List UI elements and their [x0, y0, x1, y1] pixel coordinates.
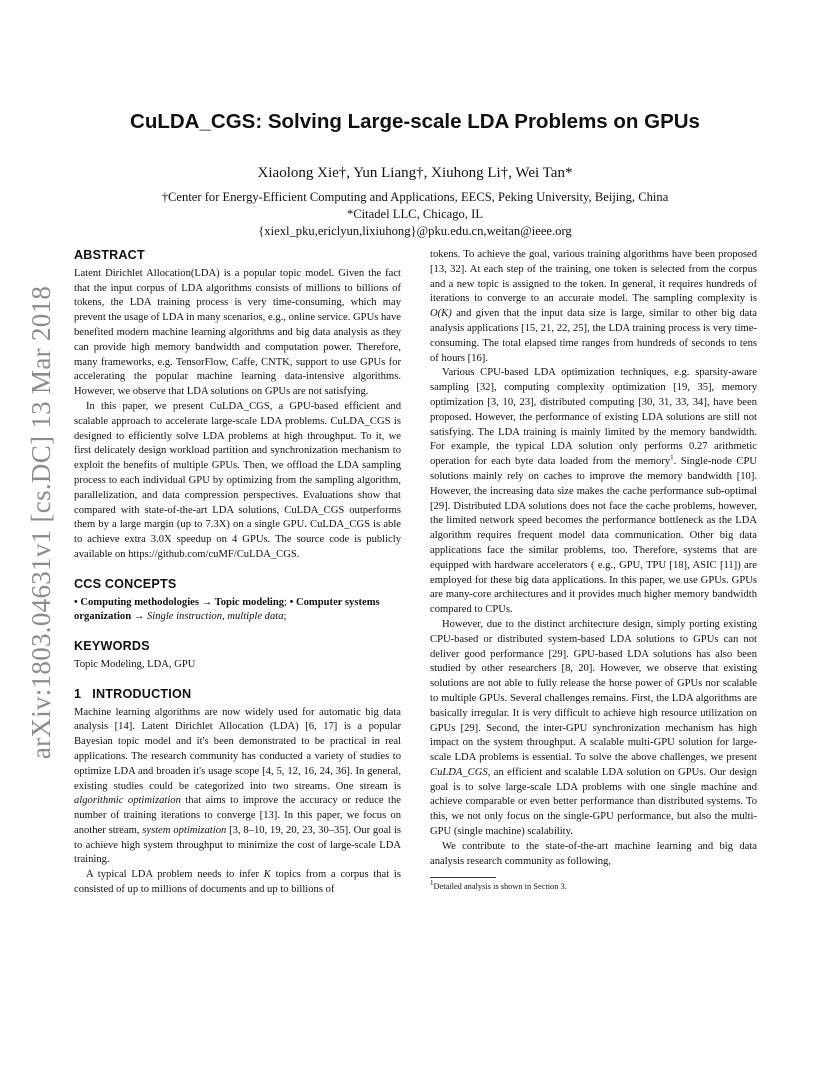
ccs-separator: ; — [284, 596, 290, 608]
intro-paragraph-1: Machine learning algorithms are now widely used for automatic big data analysis [14]. Latent Dirichlet Allocation (LDA) [6, 17] is a popular Bayesian topic model and it's been demonstrated to be practical in real applications. The research community has conducted a variety of studies to optimize LDA and broaden it's usage scope [4, 5, 12, 16, 24, 36]. In general, existing studies could be categorized into two streams. One stream is algorithmic optimization that aims to improve the accuracy or reduce the number of training iterations to converge [13]. In this paper, we focus on another stream, system optimization [3, 8–10, 19, 20, 23, 30–35]. Our goal is to achieve high system throughput to minimize the cost of large-scale LDA training. — [74, 706, 402, 866]
ccs-end: ; — [283, 611, 287, 623]
intro-paragraph-4: However, due to the distinct architecture design, simply porting existing CPU-based or distributed system-based LDA solutions to GPUs can not deliver good performance [29]. GPU-based LDA solutions has also been studied by other researchers [8, 20]. However, we observe that existing solutions are not able to fully release the horse power of GPUs nor scalable to multiple GPUs. Several challenges remains. First, the LDA algorithms are basically irregular. It is very difficult to achieve high resource utilization on GPUs [29]. Second, the inter-GPU synchronization mechanism has high impact on the system throughput. A scalable multi-GPU solution for large-scale LDA problems is essential. To solve the above challenges, we present CuLDA_CGS, an efficient and scalable LDA solution on GPUs. Our design goal is to solve large-scale LDA problems with one single machine and achieve comparable or even better performance than distributed systems. To this, we not only focus on the single-GPU performance, but also the multi-GPU (single machine) scalability. — [430, 618, 757, 838]
affiliation-citadel: *Citadel LLC, Chicago, IL — [346, 207, 484, 221]
ccs-arrow: → — [131, 611, 147, 623]
intro-paragraph-5: We contribute to the state-of-the-art machine learning and big data analysis research community as following, — [430, 840, 757, 867]
introduction-heading: 1 INTRODUCTION — [74, 686, 192, 701]
right-column — [430, 248, 757, 892]
author-emails: {xiexl_pku,ericlyun,lixiuhong}@pku.edu.cn,weitan@ieee.org — [258, 224, 572, 238]
abstract-paragraph-2: In this paper, we present CuLDA_CGS, a GPU-based efficient and scalable approach to accelerate large-scale LDA problems. CuLDA_CGS is designed to efficiently solve LDA problems at high throughput. To it, we first delicately design workload partition and synchronization mechanism to exploit the benefits of multiple GPUs. Then, we offload the LDA sampling process to each individual GPU by optimizing from the sampling algorithm, parallelization, and data compression perspectives. Evaluations show that compared with state-of-the-art LDA solutions, CuLDA_CGS outperforms them by a large margin (up to 7.3X) on a single GPU. CuLDA_CGS is able to achieve extra 3.0X speedup on 4 GPUs. The source code is publicly available on https://github.com/cuMF/CuLDA_CGS. — [74, 400, 401, 560]
arxiv-stamp — [22, 285, 62, 760]
intro-paragraph-2-cont: tokens. To achieve the goal, various training algorithms have been proposed [13, 32]. At each step of the training, one token is selected from the corpus and a new topic is assigned to the token. In general, it requires hundreds of iterations to converge to an accurate model. The sampling complexity is O(K) and given that the input data size is large, similar to other big data analysis applications [15, 21, 22, 25], the LDA training process is very time-consuming. The total elapsed time ranges from hundreds of seconds to tens of hours [16]. — [430, 249, 757, 364]
ccs-concept-1: • Computing methodologies → Topic modeling — [74, 596, 285, 608]
ccs-concepts — [74, 596, 401, 626]
keywords-heading: KEYWORDS — [74, 639, 150, 654]
footnote-ref: 1 — [670, 453, 674, 462]
abstract-paragraph-1: Latent Dirichlet Allocation(LDA) is a popular topic model. Given the fact that the input corpus of LDA algorithms consists of millions to billions of tokens, the LDA training process is very time-consuming, which may prevent the usage of LDA in many scenarios, e.g., online service. GPUs have benefited modern machine learning algorithms and big data analysis as they can provide high memory bandwidth and computation power. Therefore, many frameworks, e.g. TensorFlow, Caffe, CNTK, support to use GPUs for accelerating the popular machine learning data-intensive algorithms. However, we observe that LDA solutions on GPUs are not satisfying. — [74, 267, 401, 398]
ccs-concept-2: • Computer systems organization — [74, 596, 380, 623]
left-column — [74, 248, 401, 898]
intro-paragraph-3: Various CPU-based LDA optimization techniques, e.g. sparsity-aware sampling [32], computing complexity optimization [19, 35], memory optimization [3, 10, 23], distributed computing [30, 31, 33, 34], have been proposed. However, the performance of existing LDA solutions are still not satisfying. The LDA training is mainly limited by the memory bandwidth. For example, the typical LDA solution only performs 0.27 arithmetic operation for each byte data loaded from the memory$^1$. Single-node CPU solutions mainly rely on caches to improve the memory bandwidth [10]. However, the increasing data size makes the cache performance sub-optimal [29]. Distributed LDA solutions does not face the cache problems, however, the limited network speed becomes the performance bottleneck as the LDA algorithm requires frequent model data communication. Other big data applications face the similar problems, too. Therefore, systems that are equipped with hardware accelerators ( e.g., GPU, TPU [18], ASIC [11]) are employed for these big data applications. In this paper, we use GPUs. GPUs are many-core architectures and it provides much higher memory bandwidth compared to CPUs. — [430, 367, 757, 616]
affiliation-pku: †Center for Energy-Efficient Computing and Applications, EECS, Peking University, Beijing, China — [161, 190, 669, 204]
keywords-text: Topic Modeling, LDA, GPU — [74, 658, 196, 670]
footnote-rule — [430, 877, 496, 878]
ccs-heading: CCS CONCEPTS — [74, 576, 177, 591]
authors: Xiaolong Xie†, Yun Liang†, Xiuhong Li†, Wei Tan* — [257, 165, 573, 181]
paper-title: CuLDA_CGS: Solving Large-scale LDA Problems on GPUs — [130, 110, 700, 133]
ccs-concept-2-detail: Single instruction, multiple data — [146, 611, 284, 623]
abstract-heading: ABSTRACT — [74, 248, 145, 262]
intro-paragraph-2-start: A typical LDA problem needs to infer K topics from a corpus that is consisted of up to millions of documents and up to billions of — [74, 869, 401, 896]
arxiv-identifier: arXiv:1803.04631v1 [cs.DC] 13 Mar 2018 — [26, 285, 57, 760]
footnote: $^1$Detailed analysis is shown in Section 3. — [430, 879, 567, 892]
